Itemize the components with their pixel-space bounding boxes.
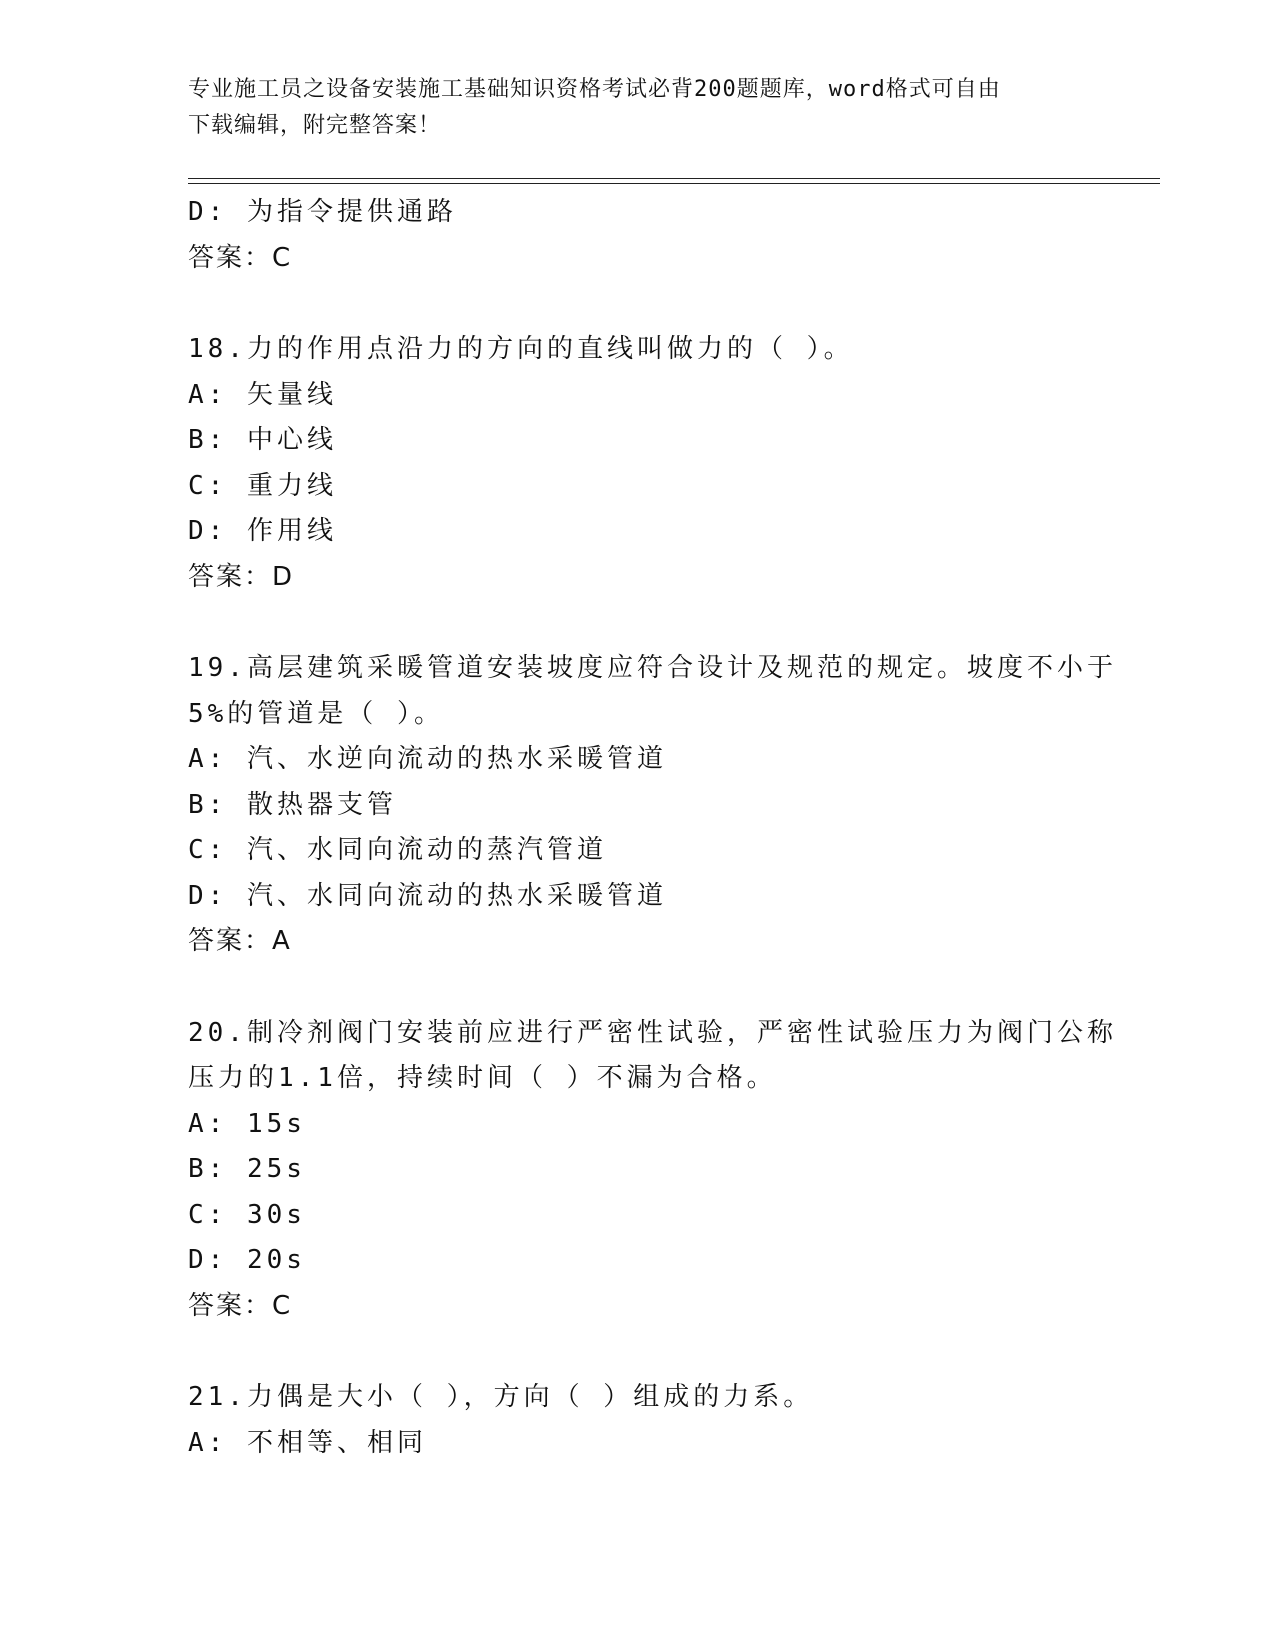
header-divider-secondary bbox=[188, 183, 1160, 184]
header-divider bbox=[188, 178, 1160, 179]
answer-line: 答案：C bbox=[188, 242, 293, 273]
option-c: C: 30s bbox=[188, 1199, 306, 1230]
header-line-2: 下载编辑，附完整答案！ bbox=[188, 113, 442, 138]
option-a: A: 15s bbox=[188, 1108, 306, 1139]
option-c: C: 汽、水同向流动的蒸汽管道 bbox=[188, 835, 607, 865]
option-c: C: 重力线 bbox=[188, 470, 337, 501]
question-text: 20.制冷剂阀门安装前应进行严密性试验，严密性试验压力为阀门公称 bbox=[188, 1017, 1117, 1048]
answer-line: 答案：C bbox=[188, 1290, 293, 1321]
option-d: D: 作用线 bbox=[188, 516, 337, 546]
answer-line: 答案：D bbox=[188, 561, 295, 592]
question-list bbox=[188, 190, 1128, 1466]
option-a: A: 汽、水逆向流动的热水采暖管道 bbox=[188, 744, 667, 774]
header-line-1: 专业施工员之设备安装施工基础知识资格考试必背200题题库，word格式可自由 bbox=[188, 77, 1001, 102]
question-text-continued: 5%的管道是（ ）。 bbox=[188, 698, 444, 729]
question-text: 18.力的作用点沿力的方向的直线叫做力的（ ）。 bbox=[188, 334, 854, 364]
question-text: 21.力偶是大小（ ），方向（ ）组成的力系。 bbox=[188, 1382, 814, 1412]
document-header bbox=[188, 72, 1088, 144]
answer-line: 答案：A bbox=[188, 926, 292, 956]
option-b: B: 中心线 bbox=[188, 425, 337, 455]
question-text: 19.高层建筑采暖管道安装坡度应符合设计及规范的规定。坡度不小于 bbox=[188, 653, 1117, 683]
option-b: B: 散热器支管 bbox=[188, 789, 397, 820]
option-d: D: 汽、水同向流动的热水采暖管道 bbox=[188, 880, 667, 911]
option-a: A: 矢量线 bbox=[188, 379, 337, 410]
option-a: A: 不相等、相同 bbox=[188, 1427, 427, 1458]
question-text-continued: 压力的1.1倍，持续时间（ ）不漏为合格。 bbox=[188, 1063, 777, 1093]
option-b: B: 25s bbox=[188, 1154, 306, 1184]
option-d: D: 20s bbox=[188, 1245, 306, 1275]
option-d: D: 为指令提供通路 bbox=[188, 197, 457, 227]
